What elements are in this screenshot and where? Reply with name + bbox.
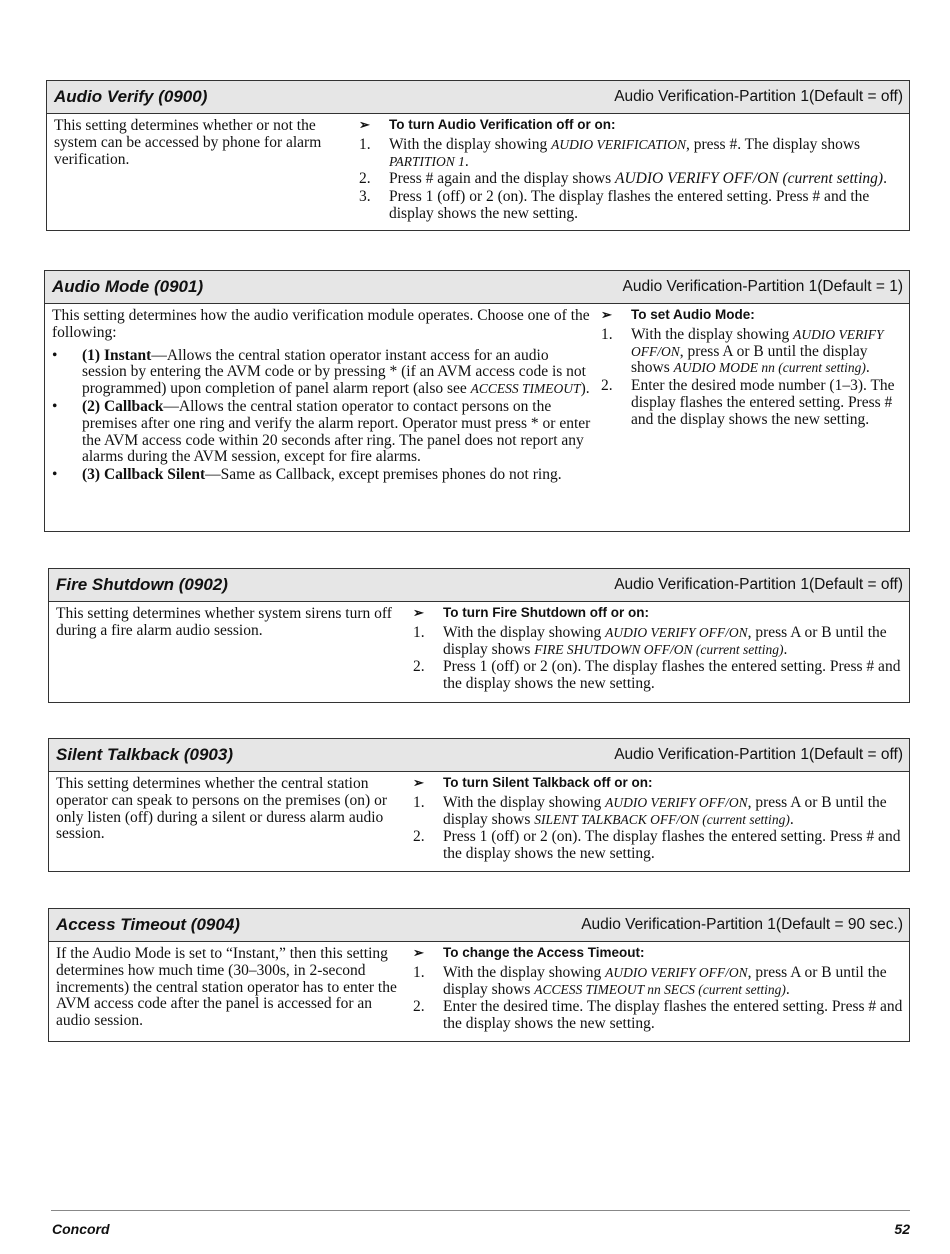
section-title: Audio Mode (0901): [52, 277, 204, 296]
step-item: 3. Press 1 (off) or 2 (on). The display flashes the entered setting. Press # and the display shows the new setting.: [359, 188, 870, 222]
section-audio-mode: [44, 270, 910, 532]
section-header: [47, 81, 909, 114]
section-title: Access Timeout (0904): [56, 915, 240, 934]
procedure-title: ➢ To change the Access Timeout:: [413, 945, 645, 960]
section-subtitle: Audio Verification-Partition 1(Default = off): [614, 88, 903, 105]
procedure: [409, 772, 909, 870]
section-subtitle: Audio Verification-Partition 1(Default = off): [614, 576, 903, 593]
section-audio-verify: [46, 80, 910, 231]
procedure-title: ➢ To turn Fire Shutdown off or on:: [413, 605, 649, 620]
section-description: This setting determines how the audio verification module operates. Choose one of the following: • (1) Instant—Allows the central station operator instant access for an audio session by entering the AVM code or by pressing * (if an AVM access code is not programmed) upon completion of panel alarm report (also see ACCESS TIMEOUT). • (2) Callback—Allows the central station operator to contact persons on the premises after one ring and verify the alarm report. Operator must press * or enter the AVM access code within 20 seconds after ring. The panel does not report any alarms during the AVM session, except for fire alarms. • (3) Callback Silent—Same as Callback, except premises phones do not ring.: [52, 307, 591, 484]
step-item: 2. Enter the desired time. The display flashes the entered setting. Press # and the display shows the new setting.: [413, 998, 903, 1033]
step-item: 1. With the display showing AUDIO VERIFY OFF/ON, press A or B until the display shows SILENT TALKBACK OFF/ON (current setting).: [413, 793, 887, 828]
step-item: 1. With the display showing AUDIO VERIFICATION, press #. The display shows PARTITION 1.: [359, 135, 861, 170]
arrow-icon: ➢: [413, 605, 424, 620]
mode-options-list: [52, 348, 591, 484]
section-description: If the Audio Mode is set to “Instant,” then this setting determines how much time (30–300s, in 2-second increments) the central station operator has to enter the AVM access code after the panel is accessed for an audio session.: [56, 945, 397, 1030]
section-header: [49, 739, 909, 772]
procedure: [409, 602, 909, 700]
section-title: Fire Shutdown (0902): [56, 575, 228, 594]
step-item: 2. Press 1 (off) or 2 (on). The display flashes the entered setting. Press # and the display shows the new setting.: [413, 828, 901, 863]
procedure-title: ➢ To turn Silent Talkback off or on:: [413, 775, 653, 790]
section-title: Audio Verify (0900): [54, 87, 208, 106]
section-silent-talkback: [48, 738, 910, 872]
section-title: Silent Talkback (0903): [56, 745, 234, 764]
step-item: 2. Enter the desired mode number (1–3). The display flashes the entered setting. Press # and the display shows the new setting.: [601, 377, 895, 428]
section-description: This setting determines whether the central station operator can speak to persons on the premises (on) or only listen (off) during a silent or duress alarm audio session.: [56, 775, 387, 843]
section-header: [45, 271, 909, 304]
section-subtitle: Audio Verification-Partition 1(Default = 90 sec.): [581, 916, 903, 933]
footer-product-name: Concord: [52, 1221, 110, 1237]
procedure: [355, 114, 909, 230]
arrow-icon: ➢: [413, 775, 424, 790]
step-item: 1. With the display showing AUDIO VERIFY OFF/ON, press A or B until the display shows AUDIO MODE nn (current setting).: [601, 325, 884, 377]
section-header: [49, 909, 909, 942]
section-fire-shutdown: [48, 568, 910, 703]
step-item: 2. Press # again and the display shows AUDIO VERIFY OFF/ON (current setting).: [359, 170, 887, 188]
section-subtitle: Audio Verification-Partition 1(Default = 1): [622, 278, 903, 295]
step-item: 1. With the display showing AUDIO VERIFY OFF/ON, press A or B until the display shows FIRE SHUTDOWN OFF/ON (current setting).: [413, 623, 887, 658]
section-subtitle: Audio Verification-Partition 1(Default = off): [614, 746, 903, 763]
arrow-icon: ➢: [601, 307, 612, 322]
procedure: [597, 304, 909, 485]
procedure-title: ➢ To set Audio Mode:: [601, 307, 755, 322]
page-number: 52: [894, 1221, 910, 1237]
section-description: This setting determines whether system sirens turn off during a fire alarm audio session.: [56, 605, 392, 639]
step-item: 1. With the display showing AUDIO VERIFY OFF/ON, press A or B until the display shows ACCESS TIMEOUT nn SECS (current setting).: [413, 963, 887, 998]
list-item: • (3) Callback Silent—Same as Callback, except premises phones do not ring.: [52, 466, 562, 484]
step-item: 2. Press 1 (off) or 2 (on). The display flashes the entered setting. Press # and the display shows the new setting.: [413, 658, 901, 693]
section-description: This setting determines whether or not the system can be accessed by phone for alarm verification.: [54, 117, 322, 168]
section-access-timeout: [48, 908, 910, 1042]
arrow-icon: ➢: [359, 117, 370, 132]
section-header: [49, 569, 909, 602]
list-item: • (1) Instant—Allows the central station operator instant access for an audio session by entering the AVM code or by pressing * (if an AVM access code is not programmed) upon completion of panel alarm report (also see ACCESS TIMEOUT).: [52, 346, 590, 398]
procedure-title: ➢ To turn Audio Verification off or on:: [359, 117, 616, 132]
procedure: [409, 942, 909, 1040]
list-item: • (2) Callback—Allows the central station operator to contact persons on the premises after one ring and verify the alarm report. Operator must press * or enter the AVM access code within 20 seconds after ring. The panel does not report any alarms during the AVM session, except for fire alarms.: [52, 397, 591, 466]
arrow-icon: ➢: [413, 945, 424, 960]
page-footer: [51, 1210, 910, 1237]
